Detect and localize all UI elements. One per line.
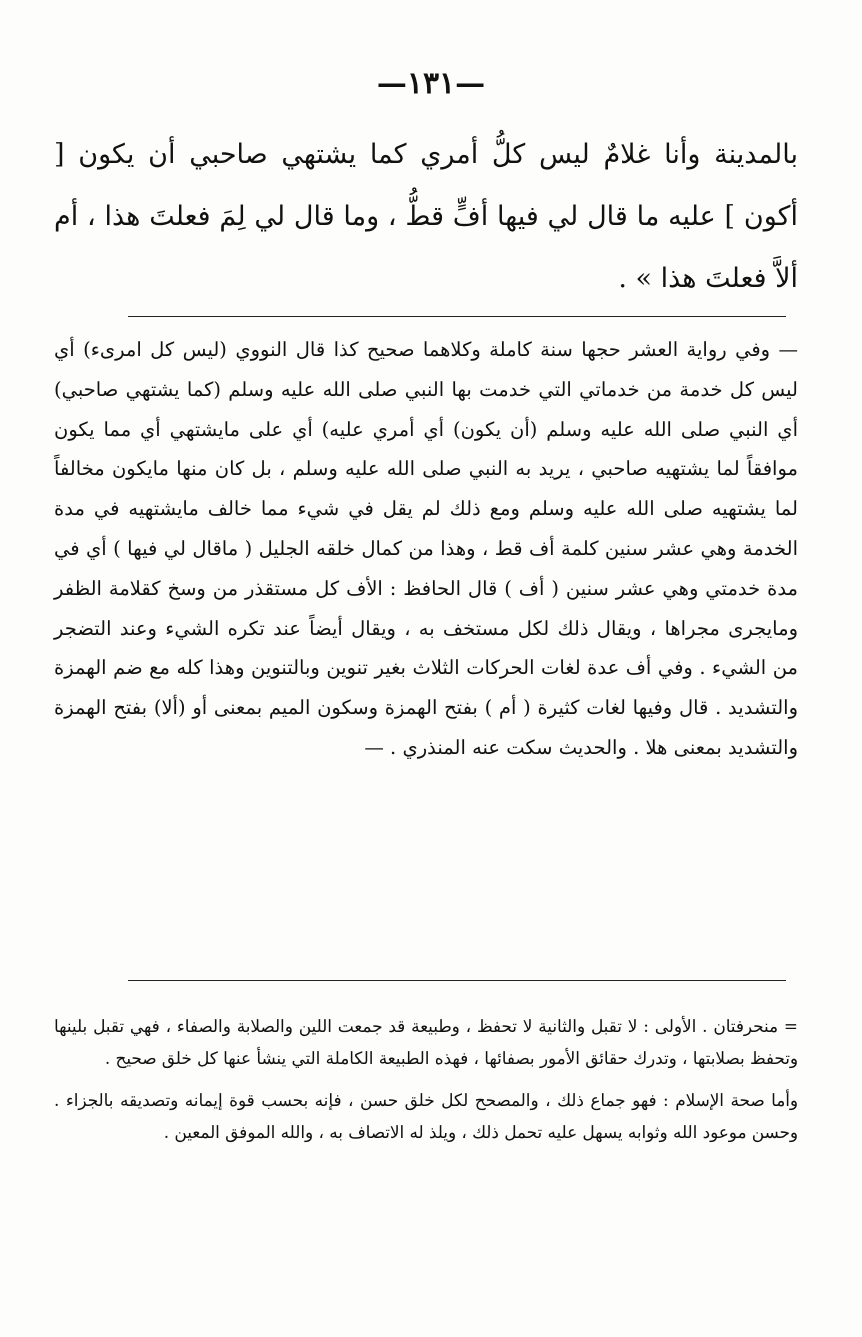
footnote-paragraph-1: = منحرفتان . الأولى : لا تقبل والثانية لا تحفظ ، وطبيعة قد جمعت اللين والصلابة والصفاء ، فهي تقبل بلينها وتحفظ بصلابتها ، وتدرك حقائق الأمور بصفائها ، فهذه الطبيعة الكاملة التي ينشأ عنها كل خلق صحيح . — [54, 1016, 798, 1068]
hadith-paragraph: بالمدينة وأنا غلامٌ ليس كلُّ أمري كما يشتهي صاحبي أن يكون [ أكون ] عليه ما قال لي فيها أفٍّ قطُّ ، وما قال لي لِمَ فعلتَ هذا ، أم ألاَّ فعلتَ هذا » . — [54, 139, 798, 294]
page-number: —١٣١— — [376, 66, 486, 101]
commentary-section — [54, 330, 798, 768]
footnote-paragraph-2: وأما صحة الإسلام : فهو جماع ذلك ، والمصحح لكل خلق حسن ، فإنه بحسب قوة إيمانه وتصديقه بالجزاء . وحسن موعود الله وثوابه يسهل عليه تحمل ذلك ، ويلذ له الاتصاف به ، والله الموفق المعين . — [54, 1090, 798, 1142]
footnote-divider — [128, 980, 786, 981]
hadith-text — [54, 124, 798, 310]
top-divider — [128, 316, 786, 317]
commentary-paragraph: — وفي رواية العشر حجها سنة كاملة وكلاهما صحيح كذا قال النووي (ليس كل امرىء) أي ليس كل خدمة من خدماتي التي خدمت بها النبي صلى الله عليه وسلم (كما يشتهي صاحبي) أي النبي صلى الله عليه وسلم (أن يكون) أي أمري عليه) أي على مايشتهي أي مما يكون موافقاً لما يشتهيه صاحبي ، يريد به النبي صلى الله عليه وسلم ، بل كان منها مايكون مخالفاً لما يشتهيه صلى الله عليه وسلم ومع ذلك لم يقل في شيء مما خالف مايشتهيه في مدة الخدمة وهي عشر سنين كلمة أف قط ، وهذا من كمال خلقه الجليل ( ماقال لي فيها ) أي في مدة خدمتي وهي عشر سنين ( أف ) قال الحافظ : الأف كل مستقذر من وسخ كقلامة الظفر ومايجرى مجراها ، ويقال ذلك لكل مستخف به ، ويقال أيضاً عند تكره الشيء وعند التضجر من الشيء . وفي أف عدة لغات الحركات الثلاث بغير تنوين وبالتنوين وهذا كله مع ضم الهمزة والتشديد . قال وفيها لغات كثيرة ( أم ) بفتح الهمزة وسكون الميم بمعنى أو (ألا) بفتح الهمزة والتشديد بمعنى هلا . والحديث سكت عنه المنذري . — — [54, 338, 798, 759]
footnote-section — [54, 1010, 798, 1148]
